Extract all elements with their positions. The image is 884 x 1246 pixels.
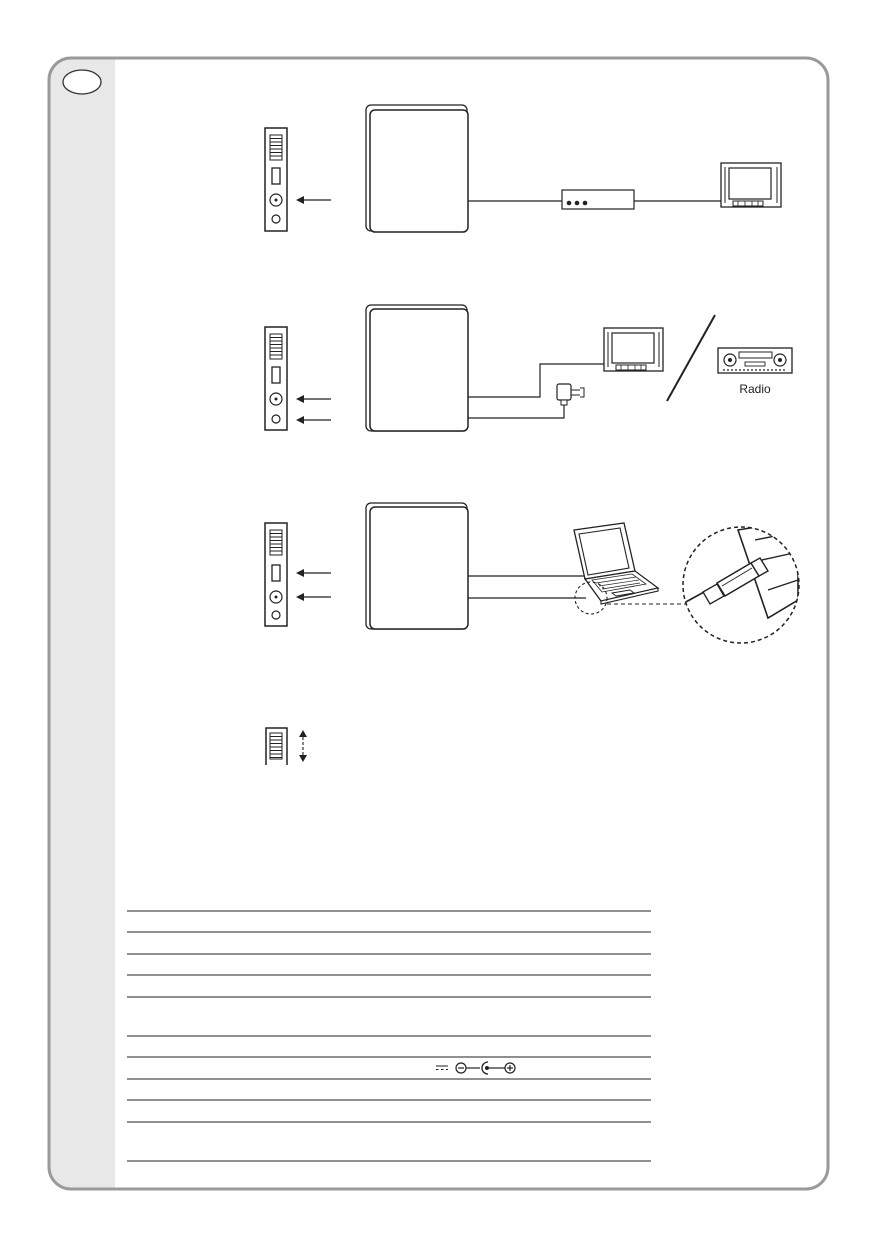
- language-badge-icon: [63, 70, 101, 94]
- set-top-box-icon: [562, 190, 634, 209]
- device-side-panel-icon: [265, 128, 287, 231]
- tv-icon: [604, 328, 663, 371]
- radio-label: Radio: [739, 382, 771, 396]
- device-box: [366, 503, 468, 629]
- radio-receiver-icon: [718, 348, 792, 373]
- device-box: [366, 105, 468, 232]
- device-side-panel-icon: [265, 327, 287, 430]
- scroll-wheel-icon: [266, 728, 287, 765]
- device-side-panel-icon: [265, 523, 287, 626]
- device-box: [366, 305, 468, 431]
- tv-icon: [721, 163, 781, 207]
- sidebar: [49, 58, 115, 1189]
